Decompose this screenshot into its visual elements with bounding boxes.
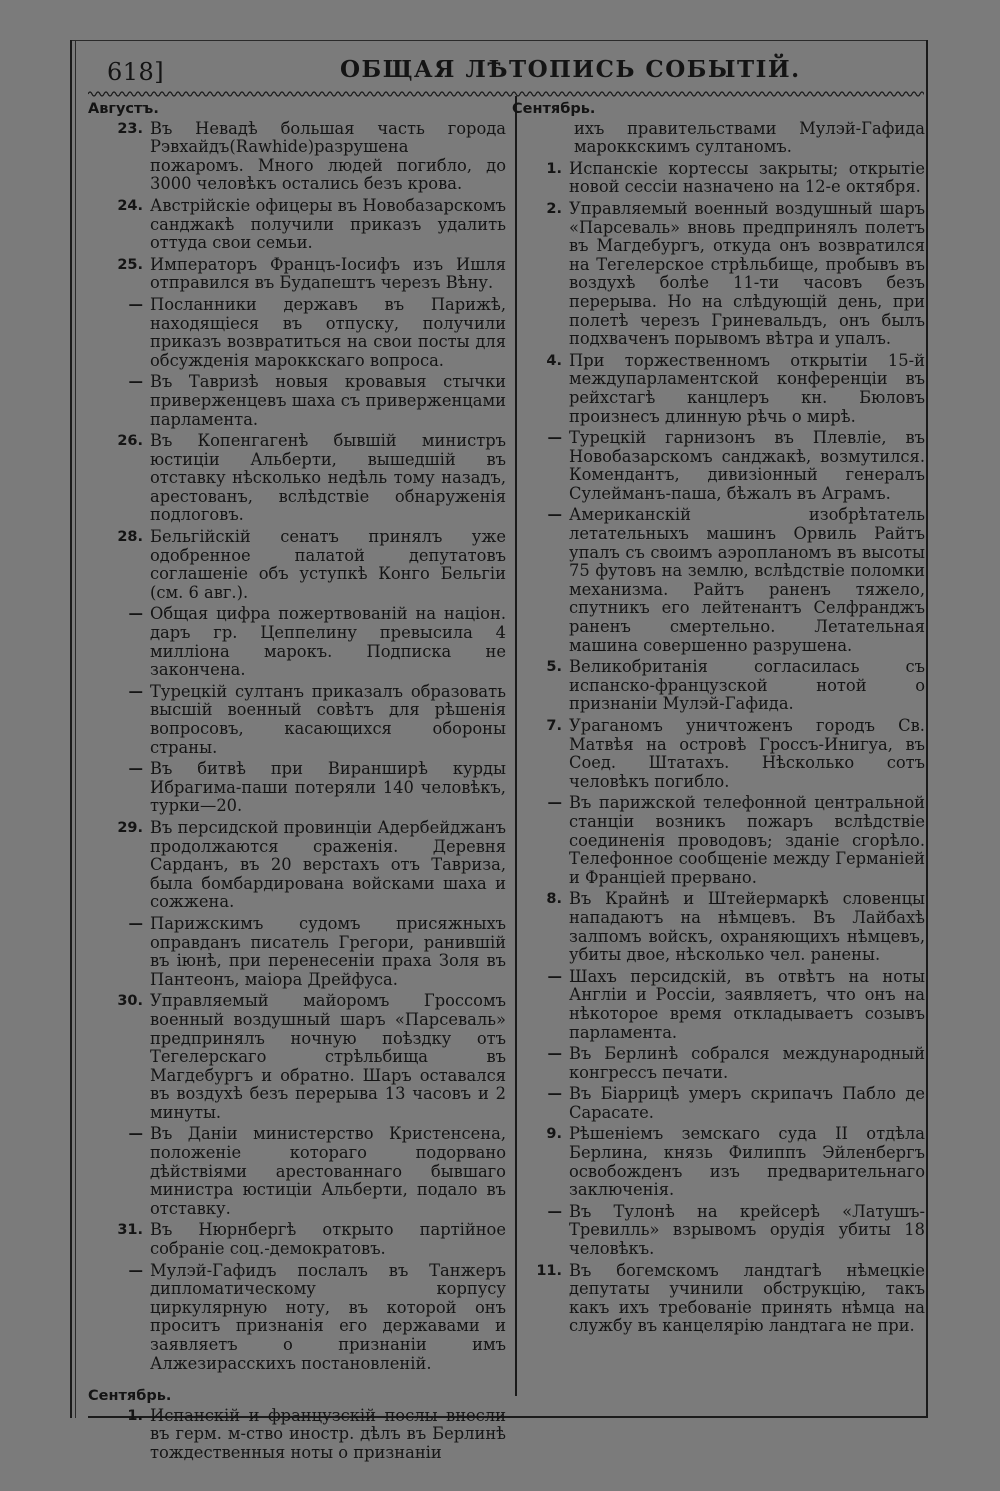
entry xyxy=(88,373,506,429)
page-number: 618] xyxy=(107,58,165,86)
entry-date: 1. xyxy=(127,1407,143,1424)
entry xyxy=(88,605,506,679)
entry xyxy=(512,717,925,791)
entry xyxy=(88,1125,506,1218)
entry xyxy=(88,432,506,525)
entry xyxy=(88,256,506,293)
entry-date: — xyxy=(547,507,562,524)
entry xyxy=(512,1125,925,1199)
wavy-rule xyxy=(88,87,924,101)
entry-date: 23. xyxy=(117,120,143,137)
entry-text: Австрійскіе офицеры въ Новобазарскомъ санджакѣ получили приказъ удалить оттуда свои семьи. xyxy=(150,195,506,253)
entry-date: — xyxy=(547,430,562,447)
entry-text: Въ парижской телефонной центральной станціи возникъ пожаръ вслѣдствіе соединенія проводовъ; зданіе сгорѣло. Телефонное сообщеніе между Германіей и Франціей прервано. xyxy=(569,793,925,887)
entry-text: Великобританія согласилась съ испанско-французской нотой о признаніи Мулэй-Гафида. xyxy=(569,657,925,714)
entry-text: Бельгійскій сенатъ принялъ уже одобренное палатой депутатовъ соглашеніе объ уступкѣ Конго Бельгіи (см. 6 авг.). xyxy=(150,527,506,602)
entry-text: Управляемый военный воздушный шаръ «Парсеваль» вновь предпринялъ полетъ въ Магдебургъ, откуда онъ возвратился на Тегелерское стрѣльбище, пробывъ въ воздухѣ болѣе 11-ти часовъ безъ перерыва. Но на слѣдующій день, при полетѣ черезъ Гриневальдъ, онъ былъ подхваченъ порывомъ вѣтра и упалъ. xyxy=(569,198,925,349)
entry-list xyxy=(88,120,506,1374)
entry xyxy=(512,506,925,655)
entry-date: — xyxy=(547,795,562,812)
entry xyxy=(512,352,925,426)
entry-text: Общая цифра пожертвованій на націон. даръ гр. Цеппелину превысила 4 милліона марокъ. Подписка не закончена. xyxy=(150,604,506,680)
entry xyxy=(512,890,925,964)
entry-text: Въ Біаррицѣ умеръ скрипачъ Пабло де Сарасате. xyxy=(569,1084,925,1122)
entry-text: Въ битвѣ при Виранширѣ курды Ибрагима-паши потеряли 140 человѣкъ, турки—20. xyxy=(150,759,506,816)
frame-left-inner-rule xyxy=(75,40,76,1418)
entry-text: Турецкій султанъ приказалъ образовать высшій военный совѣтъ для рѣшенія вопросовъ, касающихся обороны страны. xyxy=(150,681,506,757)
entry-text: Управляемый майоромъ Гроссомъ военный воздушный шаръ «Парсеваль» предпринялъ ночную поѣздку отъ Тегелерскаго стрѣльбища въ Магдебургъ и обратно. Шаръ оставался въ воздухѣ безъ перерыва 13 часовъ и 2 минуты. xyxy=(150,991,506,1122)
frame-right-rule xyxy=(926,40,928,1418)
entry xyxy=(512,658,925,714)
entry-date: — xyxy=(547,1203,562,1220)
entry-date: 28. xyxy=(117,529,143,546)
entry xyxy=(88,1262,506,1374)
entry-list xyxy=(512,160,925,1336)
entry-text: Рѣшеніемъ земскаго суда II отдѣла Берлина, князь Филиппъ Эйленбергъ освобожденъ изъ предварительнаго заключенія. xyxy=(569,1124,925,1200)
entry-text: Парижскимъ судомъ присяжныхъ оправданъ писатель Грегори, ранившій въ іюнѣ, при перенесеніи праха Золя въ Пантеонъ, маіора Дрейфуса. xyxy=(150,913,506,989)
entry-text: Мулэй-Гафидъ послалъ въ Танжеръ дипломатическому корпусу циркулярную ноту, въ которой онъ проситъ признанія его державами и заявляетъ о признаніи имъ Алжезирасскихъ постановленій. xyxy=(150,1260,506,1373)
entry-date: 4. xyxy=(546,352,562,369)
entry-text: Въ Тулонѣ на крейсерѣ «Латушъ-Тревилль» взрывомъ орудія убиты 18 человѣкъ. xyxy=(569,1201,925,1259)
entry-date: — xyxy=(128,915,143,932)
entry xyxy=(88,1221,506,1258)
entry-date: 5. xyxy=(546,659,562,676)
entry-text: Императоръ Францъ-Іосифъ изъ Ишля отправился въ Будапештъ черезъ Вѣну. xyxy=(150,254,506,293)
month-heading: Сентябрь. xyxy=(512,101,596,117)
entry-date: — xyxy=(547,968,562,985)
entry xyxy=(88,819,506,912)
entry-date: — xyxy=(128,606,143,623)
entry xyxy=(88,915,506,989)
entry-text: Въ Тавризѣ новыя кровавыя стычки приверженцевъ шаха съ приверженцами парламента. xyxy=(150,372,506,429)
entry-date: — xyxy=(128,374,143,391)
frame-top-rule xyxy=(70,40,928,41)
entry-text: Американскій изобрѣтатель летательныхъ машинъ Орвиль Райтъ упалъ съ своимъ аэропланомъ въ высоты 75 футовъ на землю, вслѣдствіе поломки механизма. Райтъ раненъ тяжело, спутникъ его лейтенантъ Селфранджъ раненъ смертельно. Летательная машина совершенно разрушена. xyxy=(569,505,925,655)
frame-left-rule xyxy=(70,40,72,1418)
entry-date: 25. xyxy=(117,256,143,273)
entry-date: 2. xyxy=(546,200,562,217)
entry-text: Въ Невадѣ большая часть города Рэвхайдъ(Rawhide)разрушена пожаромъ. Много людей погибло, до 3000 человѣкъ остались безъ крова. xyxy=(150,118,506,194)
entry-date: 31. xyxy=(117,1222,143,1239)
entry-date: 26. xyxy=(117,433,143,450)
entry-text: Испанскій и французскій послы внесли въ герм. м-ство иностр. дѣлъ въ Берлинѣ тождественныя ноты о признаніи xyxy=(150,1405,506,1462)
entry xyxy=(512,1203,925,1259)
entry-date: — xyxy=(547,1046,562,1063)
entry-text: Въ персидской провинціи Адербейджанъ продолжаются сраженія. Деревня Сарданъ, въ 20 верстахъ отъ Тавриза, была бомбардирована войсками шаха и сожжена. xyxy=(150,817,506,912)
entry-text: Посланники державъ въ Парижѣ, находящіеся въ отпуску, получили приказъ возвратиться на свои посты для обсужденія мароккскаго вопроса. xyxy=(150,294,506,370)
entry xyxy=(512,968,925,1042)
entry xyxy=(512,1085,925,1122)
entry-list xyxy=(88,1407,506,1463)
entry xyxy=(88,683,506,757)
entry-text: Въ Крайнѣ и Штейермаркѣ словенцы нападаютъ на нѣмцевъ. Въ Лайбахѣ залпомъ войскъ, охраняющихъ нѣмцевъ, убиты двое, нѣсколько чел. ранены. xyxy=(569,889,925,965)
entry-text: Въ Копенгагенѣ бывшій министръ юстиціи Альберти, вышедшій въ отставку нѣсколько недѣль тому назадъ, арестованъ, вслѣдствіе обнаруженія подлоговъ. xyxy=(150,431,506,525)
entry xyxy=(88,528,506,602)
entry-date: 7. xyxy=(546,718,562,734)
entry-date: 8. xyxy=(546,891,562,908)
entry-date: 9. xyxy=(546,1126,562,1143)
entry-date: — xyxy=(128,761,143,778)
entry-date: 11. xyxy=(536,1262,562,1279)
entry xyxy=(88,992,506,1122)
entry-date: — xyxy=(128,1126,143,1143)
left-column xyxy=(88,100,506,1466)
right-column xyxy=(512,100,925,1339)
entry xyxy=(512,794,925,887)
entry-date: 24. xyxy=(117,197,143,214)
entry xyxy=(512,1045,925,1082)
entry-text: Въ Нюрнбергѣ открыто партійное собраніе соц.-демократовъ. xyxy=(150,1220,506,1259)
entry xyxy=(512,1262,925,1336)
entry xyxy=(88,120,506,194)
entry-date: — xyxy=(547,1086,562,1103)
continued-text: ихъ правительствами Мулэй-Гафида мароккскимъ султаномъ. xyxy=(574,118,925,157)
entry xyxy=(88,1407,506,1463)
entry xyxy=(512,200,925,349)
entry-date: — xyxy=(128,296,143,313)
entry-text: При торжественномъ открытіи 15-й междупарламентской конференціи въ рейхстагѣ канцлеръ кн. Бюловъ произнесъ длинную рѣчь о мирѣ. xyxy=(569,350,925,426)
entry-date: 1. xyxy=(546,160,562,177)
entry-text: Въ Даніи министерство Кристенсена, положеніе котораго подорвано дѣйствіями арестованнаго бывшаго министра юстиціи Альберти, подало въ отставку. xyxy=(150,1124,506,1218)
entry xyxy=(88,760,506,816)
entry xyxy=(512,429,925,503)
entry xyxy=(512,160,925,197)
month-heading: Августъ. xyxy=(88,101,159,117)
entry-text: Въ богемскомъ ландтагѣ нѣмецкіе депутаты учинили обструкцію, такъ какъ ихъ требованіе принять нѣмца на службу въ канцелярію ландтага не при. xyxy=(569,1260,925,1336)
entry xyxy=(88,296,506,370)
entry-date: — xyxy=(128,1262,143,1279)
entry-date: 30. xyxy=(117,993,143,1010)
page-title: ОБЩАЯ ЛѢТОПИСЬ СОБЫТІЙ. xyxy=(340,56,801,83)
entry-text: Испанскіе кортессы закрыты; открытіе новой сессіи назначено на 12-е октября. xyxy=(569,158,925,197)
entry-text: Шахъ персидскій, въ отвѣтъ на ноты Англіи и Россіи, заявляетъ, что онъ на нѣкоторое время откладываетъ созывъ парламента. xyxy=(569,966,925,1042)
entry-text: Турецкій гарнизонъ въ Плевліе, въ Новобазарскомъ санджакѣ, возмутился. Комендантъ, дивизіонный генералъ Сулейманъ-паша, бѣжалъ въ Аграмъ. xyxy=(569,428,925,503)
entry-date: 29. xyxy=(117,819,143,836)
month-heading: Сентябрь. xyxy=(88,1388,172,1405)
entry-text: Въ Берлинѣ собрался международный конгрессъ печати. xyxy=(569,1044,925,1082)
entry-date: — xyxy=(128,683,143,700)
entry xyxy=(88,197,506,253)
entry-text: Ураганомъ уничтоженъ городъ Св. Матвѣя на островѣ Гроссъ-Инигуа, въ Соед. Штатахъ. Нѣсколько сотъ человѣкъ погибло. xyxy=(569,716,925,791)
